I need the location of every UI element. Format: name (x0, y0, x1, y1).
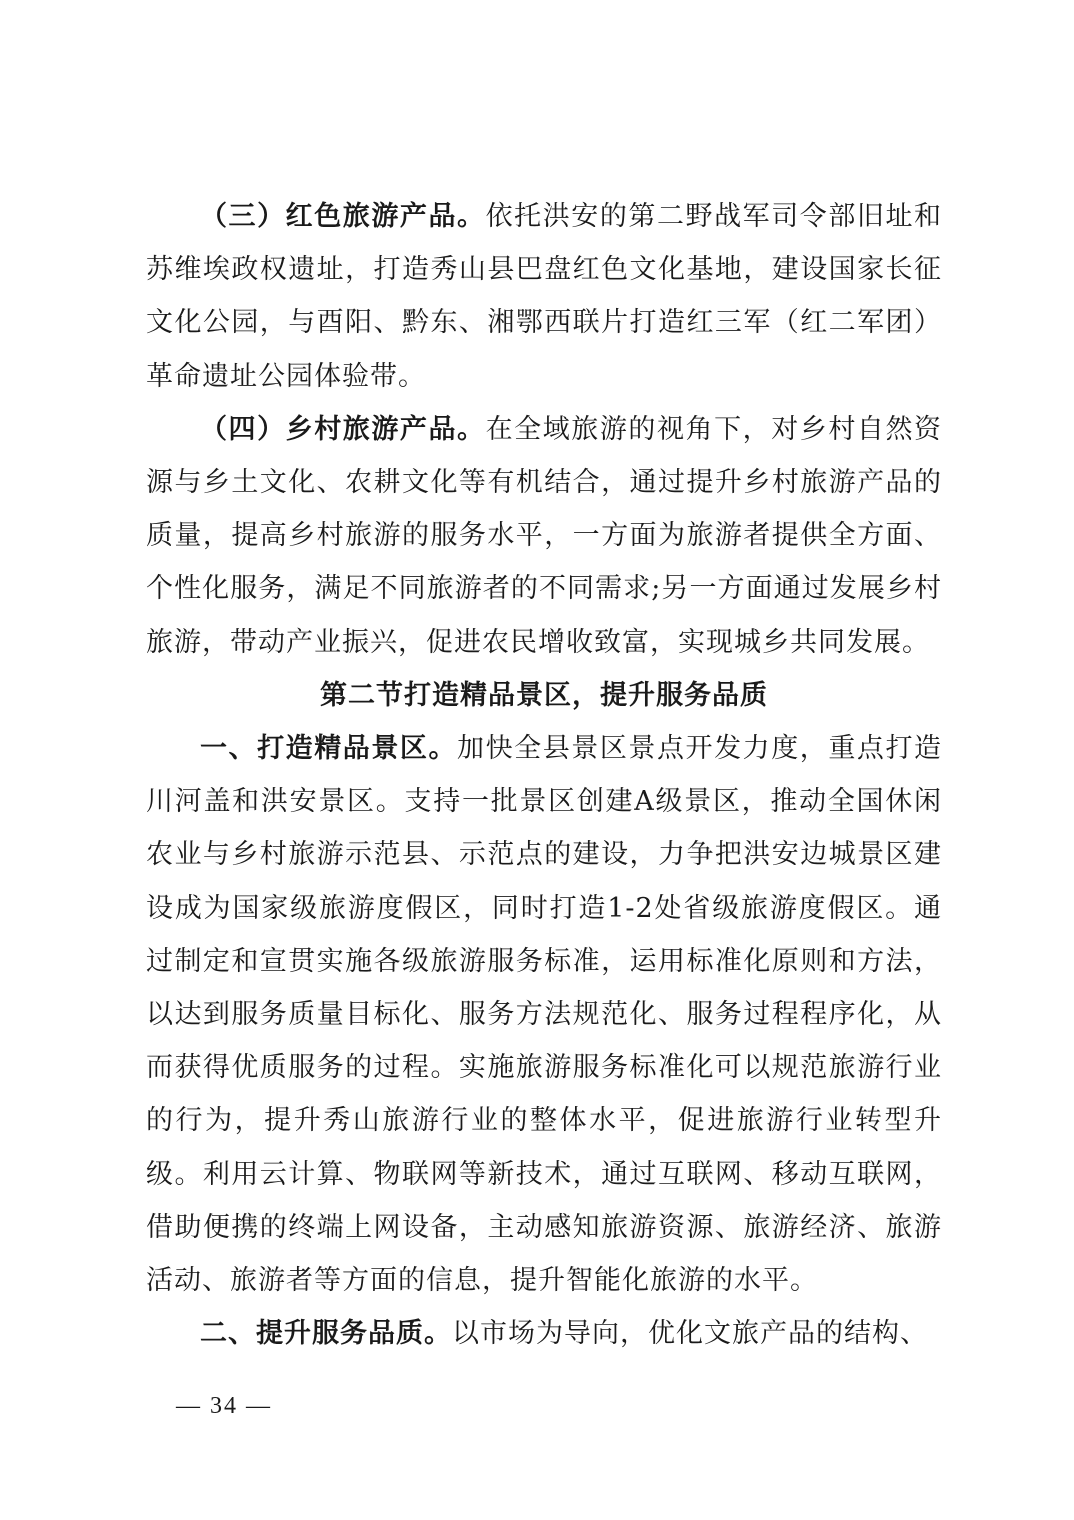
section-heading: 第二节打造精品景区，提升服务品质 (320, 679, 768, 711)
paragraph-service-quality (146, 1307, 942, 1360)
paragraph-lead: （三）红色旅游产品。 (200, 201, 486, 232)
paragraph-text: 加快全县景区景点开发力度，重点打造川河盖和洪安景区。支持一批景区创建A级景区，推动全国休闲农业与乡村旅游示范县、示范点的建设，力争把洪安边城景区建设成为国家级旅游度假区，同时打造1-2处省级旅游度假区。通过制定和宣贯实施各级旅游服务标准，运用标准化原则和方法，以达到服务质量目标化、服务方法规范化、服务过程程序化，从而获得优质服务的过程。实施旅游服务标准化可以规范旅游行业的行为，提升秀山旅游行业的整体水平，促进旅游行业转型升级。利用云计算、物联网等新技术，通过互联网、移动互联网，借助便携的终端上网设备，主动感知旅游资源、旅游经济、旅游活动、旅游者等方面的信息，提升智能化旅游的水平。 (146, 733, 943, 1297)
document-body (146, 190, 942, 1360)
paragraph-text: 依托洪安的第二野战军司令部旧址和苏维埃政权遗址，打造秀山县巴盘红色文化基地，建设国家长征文化公园，与酉阳、黔东、湘鄂西联片打造红三军（红二军团）革命遗址公园体验带。 (146, 201, 943, 392)
paragraph-lead: （四）乡村旅游产品。 (200, 413, 486, 445)
paragraph-text: 以市场为导向，优化文旅产品的结构、 (452, 1318, 928, 1350)
page-number: — 34 — (176, 1393, 272, 1419)
paragraph-rural-tourism (146, 403, 942, 669)
paragraph-lead: 二、提升服务品质。 (200, 1318, 452, 1350)
paragraph-text: 在全域旅游的视角下，对乡村自然资源与乡土文化、农耕文化等有机结合，通过提升乡村旅游产品的质量，提高乡村旅游的服务水平，一方面为旅游者提供全方面、个性化服务，满足不同旅游者的不同需求;另一方面通过发展乡村旅游，带动产业振兴，促进农民增收致富，实现城乡共同发展。 (146, 413, 943, 658)
paragraph-red-tourism (146, 190, 942, 403)
paragraph-lead: 一、打造精品景区。 (200, 733, 458, 765)
paragraph-quality-scenic (146, 722, 942, 1307)
